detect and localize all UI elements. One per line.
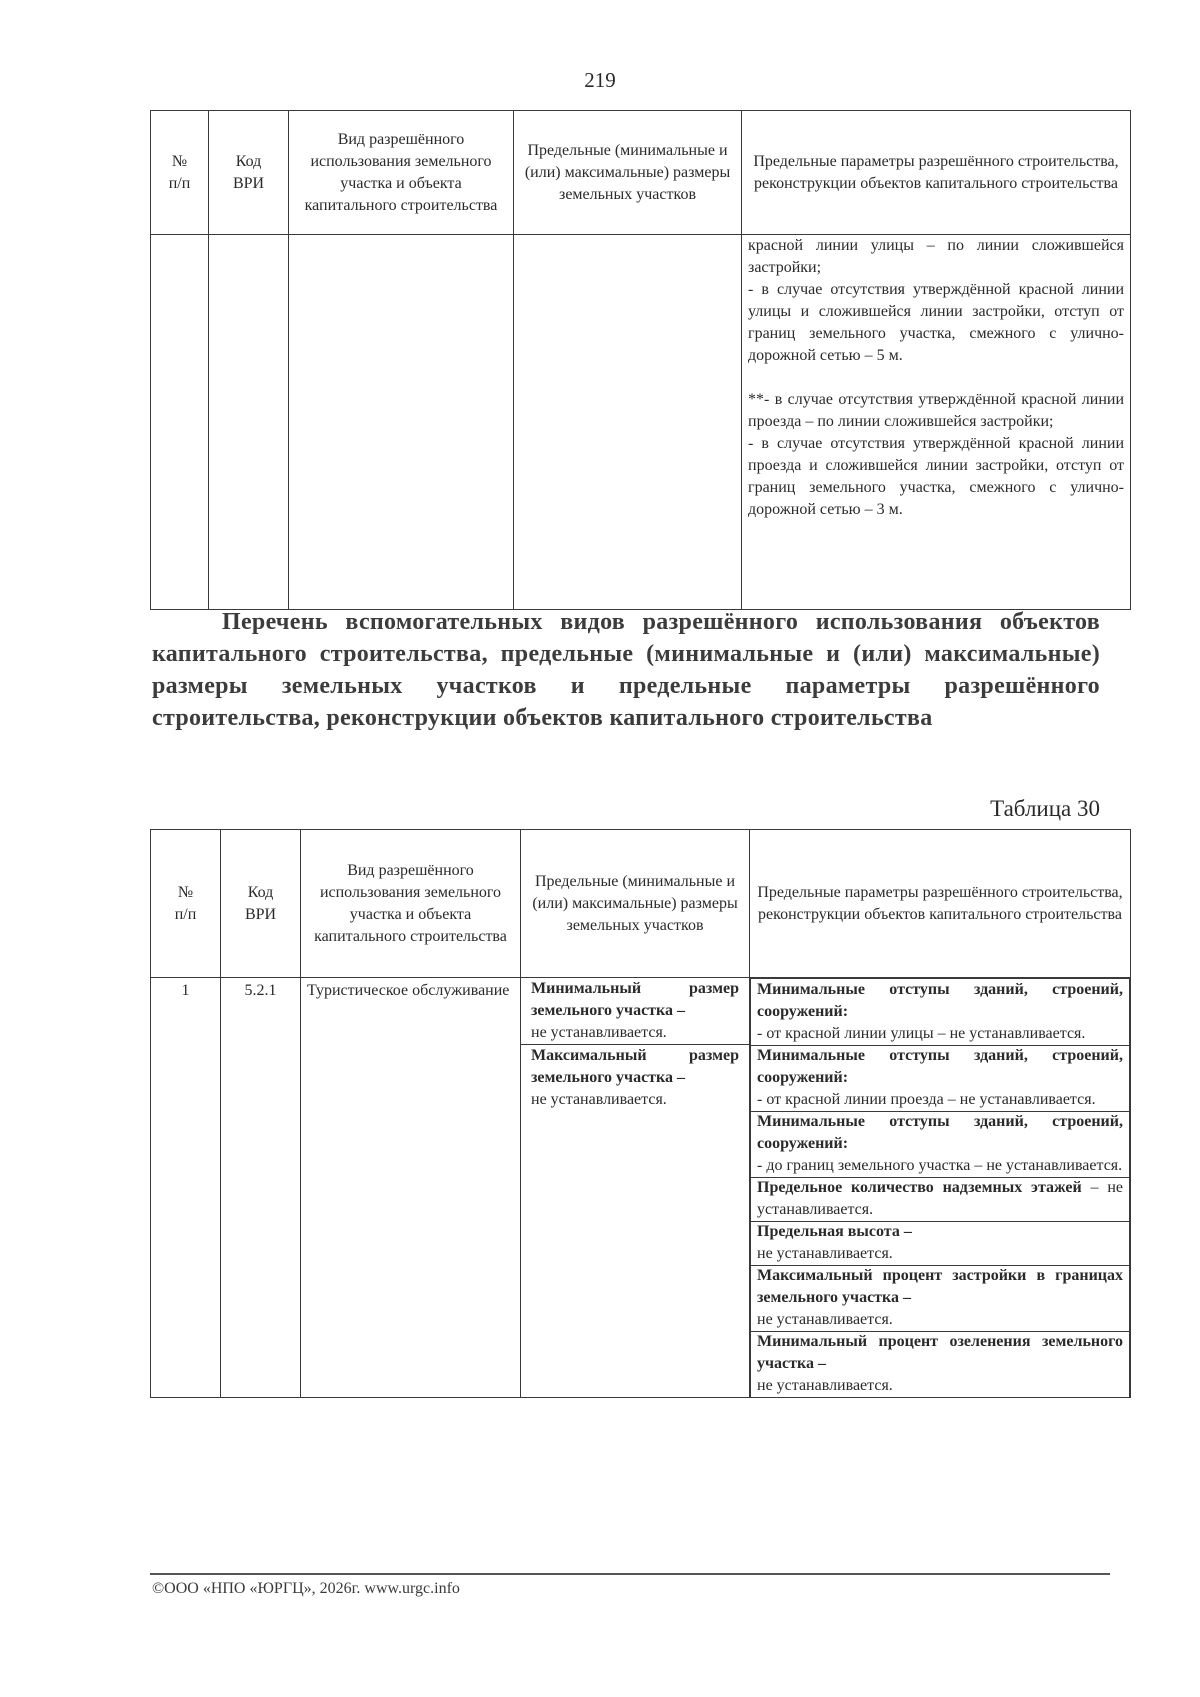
- header-params: Предельные параметры разрешённого строительства, реконструкции объектов капитального строительства: [742, 111, 1131, 235]
- params-continuation-line3: **- в случае отсутствия утверждённой красной линии проезда – по линии сложившейся застройки;: [748, 391, 1124, 430]
- param-block: [750, 1045, 1130, 1112]
- param-title: Минимальные отступы зданий, строений, сооружений:: [757, 1113, 1123, 1152]
- cell-params: [742, 235, 1131, 610]
- params-continuation-line2: - в случае отсутствия утверждённой красной линии улицы и сложившейся линии застройки, отступ от границ земельного участка, смежного с улично-дорожной сетью – 5 м.: [748, 281, 1124, 364]
- cell-sizes: [514, 235, 742, 610]
- param-title: Предельная высота –: [757, 1223, 912, 1240]
- table-label: Таблица 30: [990, 796, 1100, 821]
- param-value: не устанавливается.: [757, 1311, 893, 1328]
- table-row: [151, 978, 1131, 1398]
- params-continuation-line1: красной линии улицы – по линии сложившейся застройки;: [748, 237, 1124, 276]
- header-code: Код ВРИ: [209, 111, 289, 235]
- header-sizes: Предельные (минимальные и (или) максимальные) размеры земельных участков: [521, 830, 750, 978]
- row-num: 1: [151, 978, 221, 1398]
- cell-num: [151, 235, 209, 610]
- param-value: не устанавливается.: [757, 1245, 893, 1262]
- param-title: Минимальные отступы зданий, строений, сооружений:: [757, 981, 1123, 1020]
- page-number: 219: [584, 68, 616, 92]
- header-vri: Вид разрешённого использования земельного участка и объекта капитального строительства: [301, 830, 521, 978]
- header-params: Предельные параметры разрешённого строительства, реконструкции объектов капитального строительства: [750, 830, 1131, 978]
- param-title: Минимальный процент озеленения земельного участка –: [757, 1333, 1123, 1372]
- row-sizes: [521, 978, 750, 1398]
- param-block: [750, 1111, 1130, 1178]
- param-title: Предельное количество надземных этажей: [757, 1179, 1082, 1196]
- footer-divider: [150, 1573, 1110, 1575]
- row-vri: Туристическое обслуживание: [301, 978, 521, 1398]
- table-30: [150, 829, 1131, 1398]
- footer-copyright: ©ООО «НПО «ЮРГЦ», 2026г. www.urgc.info: [152, 1580, 460, 1597]
- params-continuation-line4: - в случае отсутствия утверждённой красной линии проезда и сложившейся линии застройки, отступ от границ земельного участка, смежного с улично-дорожной сетью – 3 м.: [748, 435, 1124, 518]
- param-block: [750, 1331, 1130, 1398]
- header-sizes: Предельные (минимальные и (или) максимальные) размеры земельных участков: [514, 111, 742, 235]
- min-size-title: Минимальный размер земельного участка –: [531, 980, 739, 1019]
- min-size-value: не устанавливается.: [531, 1024, 667, 1041]
- param-block: [750, 978, 1130, 1046]
- continuation-table: [150, 110, 1131, 610]
- param-block: [750, 1265, 1130, 1332]
- param-title: Максимальный процент застройки в границах земельного участка –: [757, 1267, 1123, 1306]
- param-block: [750, 1221, 1130, 1266]
- max-size-title: Максимальный размер земельного участка –: [531, 1047, 739, 1086]
- row-params: [750, 978, 1131, 1398]
- param-value: не устанавливается.: [757, 1377, 893, 1394]
- max-size-value: не устанавливается.: [531, 1091, 667, 1108]
- header-code: Код ВРИ: [221, 830, 301, 978]
- header-num: № п/п: [151, 111, 209, 235]
- section-heading: Перечень вспомогательных видов разрешённого использования объектов капитального строительства, предельные (минимальные и (или) максимальные) размеры земельных участков и предельные параметры разрешённого строительства, реконструкции объектов капитального строительства: [152, 609, 1100, 731]
- cell-code: [209, 235, 289, 610]
- header-vri: Вид разрешённого использования земельного участка и объекта капитального строительства: [289, 111, 514, 235]
- param-value: - до границ земельного участка – не устанавливается.: [757, 1157, 1123, 1174]
- param-title: Минимальные отступы зданий, строений, сооружений:: [757, 1047, 1123, 1086]
- cell-vri: [289, 235, 514, 610]
- param-block: [750, 1177, 1130, 1222]
- row-code: 5.2.1: [221, 978, 301, 1398]
- param-value: - от красной линии улицы – не устанавливается.: [757, 1025, 1086, 1042]
- min-size-block: [521, 978, 749, 1044]
- max-size-block: [521, 1045, 749, 1111]
- header-num: № п/п: [151, 830, 221, 978]
- param-value: – не устанавливается.: [757, 1179, 1124, 1218]
- param-value: - от красной линии проезда – не устанавливается.: [757, 1091, 1096, 1108]
